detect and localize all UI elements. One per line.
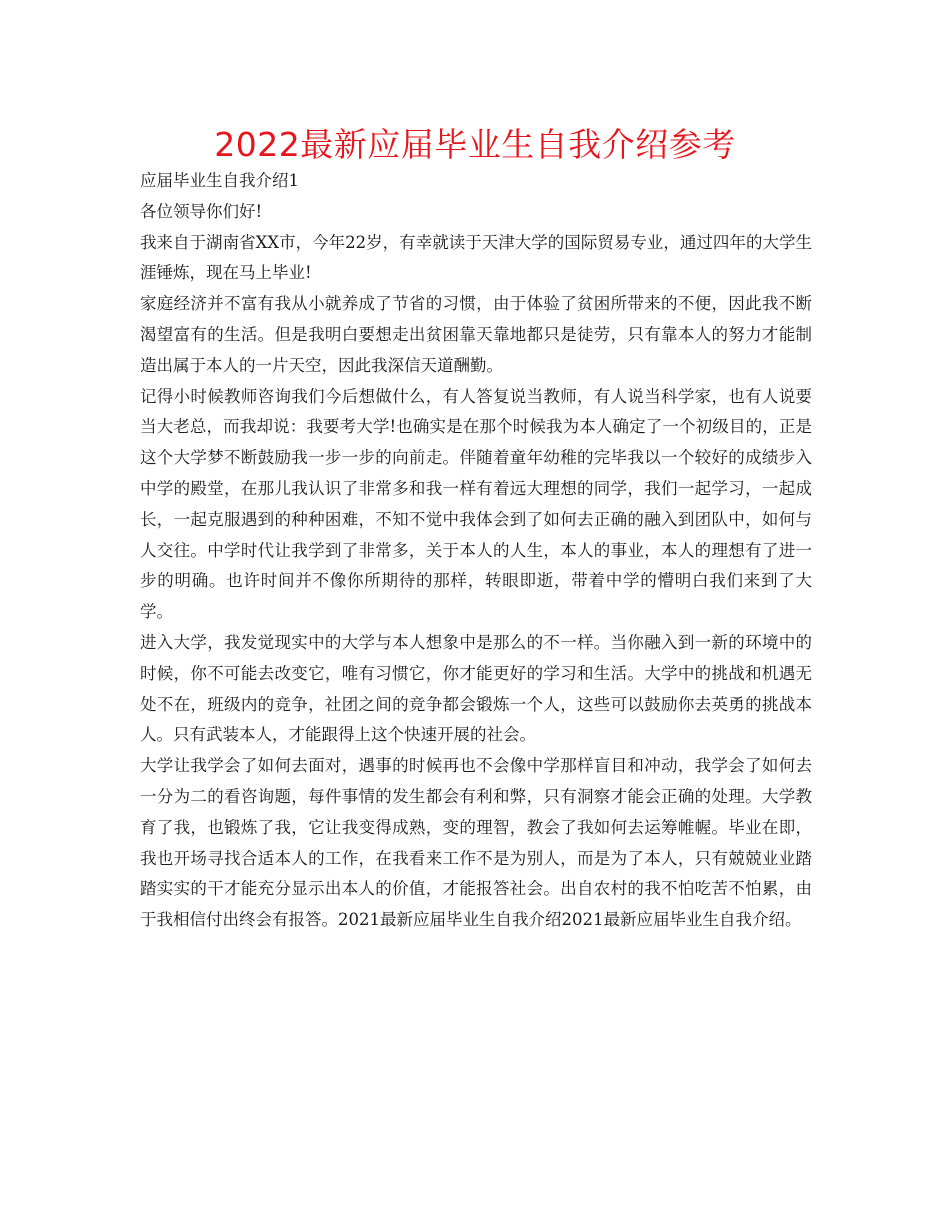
lessons-paragraph: 大学让我学会了如何去面对，遇事的时候再也不会像中学那样盲目和冲动，我学会了如何去一分为二的看咨询题，每件事情的发生都会有利和弊，只有洞察才能会正确的处理。大学教育了我，也锻炼了我，它让我变得成熟，变的理智，教会了我如何去运筹帷幄。毕业在即，我也开场寻找合适本人的工作，在我看来工作不是为别人，而是为了本人，只有兢兢业业踏踏实实的干才能充分显示出本人的价值，才能报答社会。出自农村的我不怕吃苦不怕累，由于我相信付出终会有报答。2021最新应届毕业生自我介绍2021最新应届毕业生自我介绍。: [140, 756, 812, 930]
family-paragraph: 家庭经济并不富有我从小就养成了节省的习惯，由于体验了贫困所带来的不便，因此我不断渴望富有的生活。但是我明白要想走出贫困靠天靠地都只是徒劳，只有靠本人的努力才能制造出属于本人的一片天空，因此我深信天道酬勤。: [140, 294, 812, 375]
intro-paragraph: 我来自于湖南省XX市，今年22岁，有幸就读于天津大学的国际贸易专业，通过四年的大学生涯锤炼，现在马上毕业!: [140, 232, 812, 283]
document-body: [140, 166, 812, 936]
document-title: 2022最新应届毕业生自我介绍参考: [214, 125, 736, 164]
greeting-paragraph: 各位领导你们好!: [140, 201, 263, 221]
childhood-paragraph: 记得小时候教师咨询我们今后想做什么，有人答复说当教师，有人说当科学家，也有人说要当大老总，而我却说：我要考大学!也确实是在那个时候我为本人确定了一个初级目的，正是这个大学梦不断鼓励我一步一步的向前走。伴随着童年幼稚的完毕我以一个较好的成绩步入中学的殿堂，在那儿我认识了非常多和我一样有着远大理想的同学，我们一起学习，一起成长，一起克服遇到的种种困难，不知不觉中我体会到了如何去正确的融入到团队中，如何与人交往。中学时代让我学到了非常多，关于本人的人生，本人的事业，本人的理想有了进一步的明确。也许时间并不像你所期待的那样，转眼即逝，带着中学的懵明白我们来到了大学。: [140, 386, 812, 622]
section-heading: 应届毕业生自我介绍1: [140, 171, 299, 190]
university-paragraph: 进入大学，我发觉现实中的大学与本人想象中是那么的不一样。当你融入到一新的环境中的时候，你不可能去改变它，唯有习惯它，你才能更好的学习和生活。大学中的挑战和机遇无处不在，班级内的竞争，社团之间的竞争都会锻炼一个人，这些可以鼓励你去英勇的挑战本人。只有武装本人，才能跟得上这个快速开展的社会。: [140, 632, 812, 745]
